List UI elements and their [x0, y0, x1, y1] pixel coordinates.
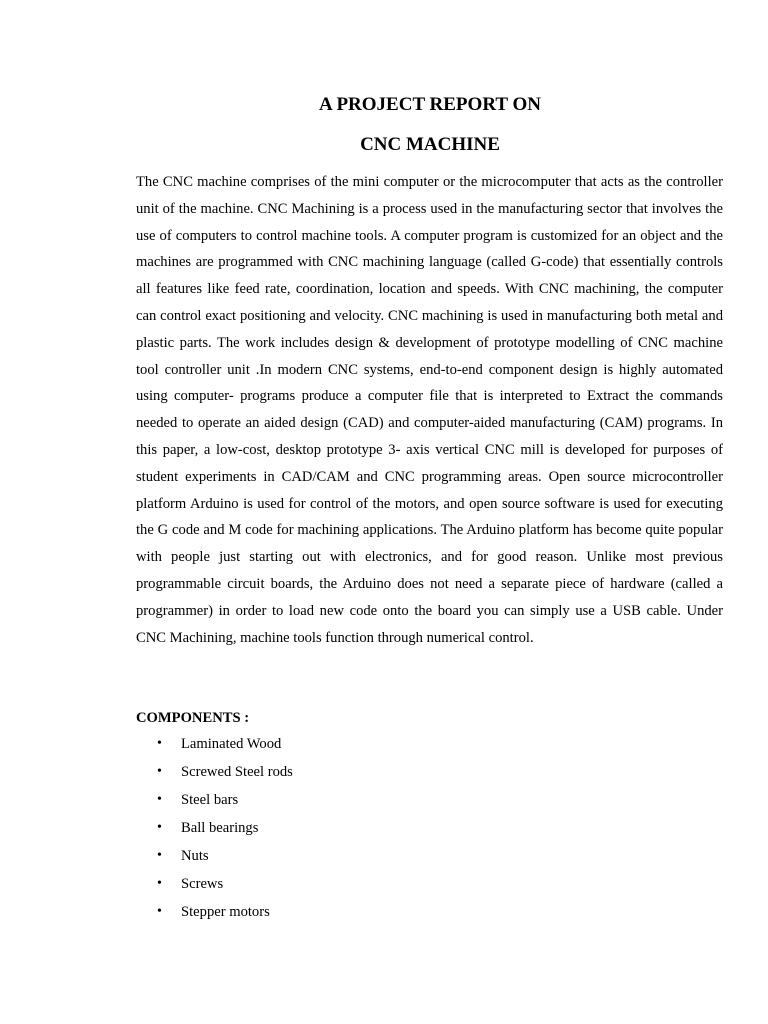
bullet-icon: •: [157, 792, 162, 807]
list-item: [136, 845, 293, 873]
report-subject-title: CNC MACHINE: [360, 134, 500, 155]
component-label: Steel bars: [181, 792, 239, 808]
bullet-icon: •: [157, 764, 162, 779]
component-label: Stepper motors: [181, 904, 270, 920]
list-item: [136, 789, 293, 817]
list-item: [136, 761, 293, 789]
list-item: [136, 873, 293, 901]
components-list: [136, 733, 293, 929]
report-title: A PROJECT REPORT ON: [319, 94, 541, 115]
bullet-icon: •: [157, 736, 162, 751]
component-label: Screws: [181, 876, 224, 892]
list-item: [136, 733, 293, 761]
component-label: Screwed Steel rods: [181, 764, 293, 780]
component-label: Nuts: [181, 848, 209, 864]
bullet-icon: •: [157, 904, 162, 919]
bullet-icon: •: [157, 876, 162, 891]
list-item: [136, 901, 293, 929]
list-item: [136, 817, 293, 845]
component-label: Ball bearings: [181, 820, 259, 836]
component-label: Laminated Wood: [181, 736, 282, 752]
bullet-icon: •: [157, 848, 162, 863]
bullet-icon: •: [157, 820, 162, 835]
body-paragraph: The CNC machine comprises of the mini computer or the microcomputer that acts as the controller unit of the machine. CNC Machining is a process used in the manufacturing sector that involves the use of computers to control machine tools. A computer program is customized for an object and the machines are programmed with CNC machining language (called G-code) that essentially controls all features like feed rate, coordination, location and speeds. With CNC machining, the computer can control exact positioning and velocity. CNC machining is used in manufacturing both metal and plastic parts. The work includes design & development of prototype modelling of CNC machine tool controller unit .In modern CNC systems, end-to-end component design is highly automated using computer- programs produce a computer file that is interpreted to Extract the commands needed to operate an aided design (CAD) and computer-aided manufacturing (CAM) programs. In this paper, a low-cost, desktop prototype 3- axis vertical CNC mill is developed for purposes of student experiments in CAD/CAM and CNC programming areas. Open source microcontroller platform Arduino is used for control of the motors, and open source software is used for executing the G code and M code for machining applications. The Arduino platform has become quite popular with people just starting out with electronics, and for good reason. Unlike most previous programmable circuit boards, the Arduino does not need a separate piece of hardware (called a programmer) in order to load new code onto the board you can simply use a USB cable. Under CNC Machining, machine tools function through numerical control.: [136, 174, 723, 646]
components-heading: COMPONENTS :: [136, 710, 250, 726]
